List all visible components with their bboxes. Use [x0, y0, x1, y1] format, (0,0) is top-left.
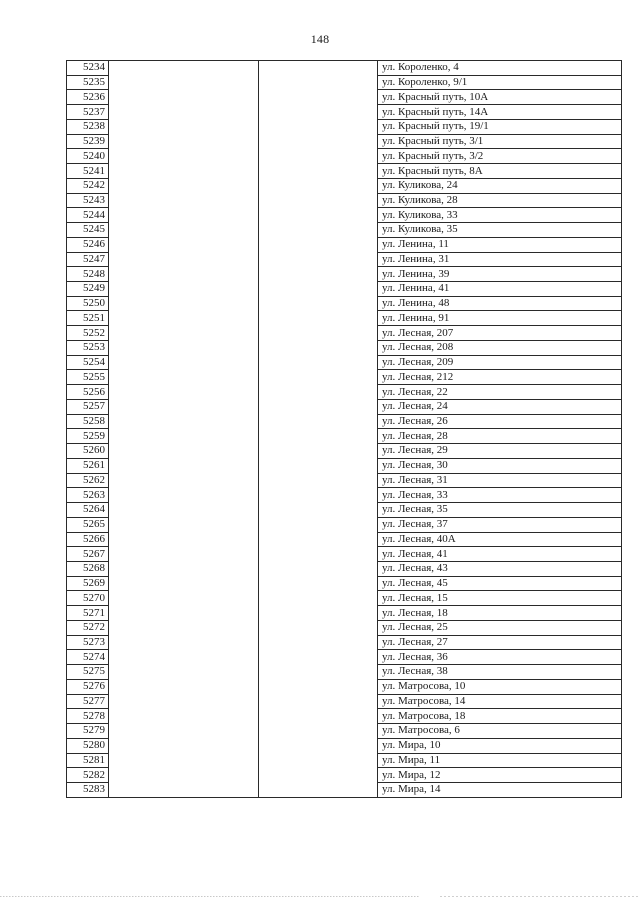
empty-cell	[109, 208, 259, 223]
table-row	[67, 576, 622, 591]
row-number-cell: 5268	[67, 561, 109, 576]
table-row	[67, 296, 622, 311]
address-cell: ул. Лесная, 25	[378, 620, 622, 635]
empty-cell	[259, 385, 378, 400]
row-number-cell: 5240	[67, 149, 109, 164]
row-number-cell: 5244	[67, 208, 109, 223]
empty-cell	[259, 340, 378, 355]
empty-cell	[109, 414, 259, 429]
address-cell: ул. Лесная, 38	[378, 665, 622, 680]
empty-cell	[259, 208, 378, 223]
row-number-cell: 5277	[67, 694, 109, 709]
row-number-cell: 5243	[67, 193, 109, 208]
address-cell: ул. Куликова, 35	[378, 223, 622, 238]
empty-cell	[259, 355, 378, 370]
row-number-cell: 5255	[67, 370, 109, 385]
table-row	[67, 267, 622, 282]
empty-cell	[259, 532, 378, 547]
table-row	[67, 119, 622, 134]
address-cell: ул. Лесная, 212	[378, 370, 622, 385]
empty-cell	[109, 90, 259, 105]
address-cell: ул. Лесная, 43	[378, 561, 622, 576]
row-number-cell: 5273	[67, 635, 109, 650]
address-cell: ул. Лесная, 45	[378, 576, 622, 591]
address-cell: ул. Лесная, 29	[378, 444, 622, 459]
address-cell: ул. Лесная, 33	[378, 488, 622, 503]
table-row	[67, 90, 622, 105]
row-number-cell: 5281	[67, 753, 109, 768]
empty-cell	[109, 679, 259, 694]
row-number-cell: 5258	[67, 414, 109, 429]
row-number-cell: 5256	[67, 385, 109, 400]
empty-cell	[109, 488, 259, 503]
empty-cell	[109, 620, 259, 635]
empty-cell	[109, 149, 259, 164]
row-number-cell: 5257	[67, 399, 109, 414]
row-number-cell: 5264	[67, 503, 109, 518]
table-row	[67, 679, 622, 694]
address-cell: ул. Красный путь, 10А	[378, 90, 622, 105]
empty-cell	[259, 650, 378, 665]
empty-cell	[109, 665, 259, 680]
empty-cell	[259, 193, 378, 208]
table-row	[67, 399, 622, 414]
address-cell: ул. Лесная, 30	[378, 458, 622, 473]
empty-cell	[259, 473, 378, 488]
address-cell: ул. Ленина, 48	[378, 296, 622, 311]
empty-cell	[259, 665, 378, 680]
empty-cell	[259, 282, 378, 297]
row-number-cell: 5239	[67, 134, 109, 149]
row-number-cell: 5250	[67, 296, 109, 311]
table-row	[67, 105, 622, 120]
row-number-cell: 5254	[67, 355, 109, 370]
address-cell: ул. Лесная, 31	[378, 473, 622, 488]
address-cell: ул. Матросова, 6	[378, 724, 622, 739]
address-cell: ул. Красный путь, 3/1	[378, 134, 622, 149]
empty-cell	[109, 768, 259, 783]
row-number-cell: 5241	[67, 164, 109, 179]
empty-cell	[109, 193, 259, 208]
empty-cell	[109, 237, 259, 252]
empty-cell	[259, 591, 378, 606]
address-cell: ул. Красный путь, 19/1	[378, 119, 622, 134]
table-row	[67, 61, 622, 76]
table-row	[67, 252, 622, 267]
address-cell: ул. Лесная, 18	[378, 606, 622, 621]
empty-cell	[109, 694, 259, 709]
address-cell: ул. Лесная, 22	[378, 385, 622, 400]
address-cell: ул. Лесная, 207	[378, 326, 622, 341]
row-number-cell: 5262	[67, 473, 109, 488]
empty-cell	[109, 340, 259, 355]
empty-cell	[259, 576, 378, 591]
table-row	[67, 591, 622, 606]
table-row	[67, 355, 622, 370]
address-table	[66, 60, 622, 798]
empty-cell	[109, 296, 259, 311]
address-cell: ул. Мира, 12	[378, 768, 622, 783]
empty-cell	[259, 724, 378, 739]
scan-artifact-line-right	[440, 896, 640, 897]
empty-cell	[259, 753, 378, 768]
row-number-cell: 5260	[67, 444, 109, 459]
empty-cell	[259, 149, 378, 164]
row-number-cell: 5278	[67, 709, 109, 724]
row-number-cell: 5263	[67, 488, 109, 503]
table-row	[67, 429, 622, 444]
empty-cell	[259, 223, 378, 238]
empty-cell	[259, 768, 378, 783]
page-number: 148	[310, 32, 330, 46]
empty-cell	[259, 75, 378, 90]
empty-cell	[259, 620, 378, 635]
address-cell: ул. Ленина, 41	[378, 282, 622, 297]
table-row	[67, 193, 622, 208]
address-cell: ул. Ленина, 39	[378, 267, 622, 282]
table-row	[67, 561, 622, 576]
empty-cell	[109, 164, 259, 179]
empty-cell	[109, 355, 259, 370]
empty-cell	[109, 75, 259, 90]
row-number-cell: 5246	[67, 237, 109, 252]
row-number-cell: 5272	[67, 620, 109, 635]
empty-cell	[109, 635, 259, 650]
table-row	[67, 75, 622, 90]
empty-cell	[109, 503, 259, 518]
empty-cell	[259, 488, 378, 503]
address-cell: ул. Красный путь, 14А	[378, 105, 622, 120]
row-number-cell: 5247	[67, 252, 109, 267]
table-row	[67, 547, 622, 562]
table-row	[67, 178, 622, 193]
table-row	[67, 326, 622, 341]
empty-cell	[259, 561, 378, 576]
row-number-cell: 5269	[67, 576, 109, 591]
row-number-cell: 5259	[67, 429, 109, 444]
address-cell: ул. Ленина, 31	[378, 252, 622, 267]
row-number-cell: 5238	[67, 119, 109, 134]
table-row	[67, 385, 622, 400]
empty-cell	[109, 134, 259, 149]
empty-cell	[109, 782, 259, 797]
empty-cell	[109, 178, 259, 193]
empty-cell	[109, 458, 259, 473]
address-cell: ул. Лесная, 26	[378, 414, 622, 429]
row-number-cell: 5237	[67, 105, 109, 120]
table-row	[67, 503, 622, 518]
empty-cell	[259, 458, 378, 473]
row-number-cell: 5282	[67, 768, 109, 783]
row-number-cell: 5248	[67, 267, 109, 282]
row-number-cell: 5266	[67, 532, 109, 547]
table-row	[67, 694, 622, 709]
address-cell: ул. Ленина, 91	[378, 311, 622, 326]
empty-cell	[259, 429, 378, 444]
table-row	[67, 488, 622, 503]
empty-cell	[109, 709, 259, 724]
empty-cell	[259, 237, 378, 252]
address-cell: ул. Матросова, 14	[378, 694, 622, 709]
empty-cell	[259, 709, 378, 724]
row-number-cell: 5245	[67, 223, 109, 238]
table-row	[67, 458, 622, 473]
empty-cell	[109, 547, 259, 562]
table-row	[67, 149, 622, 164]
table-row	[67, 223, 622, 238]
empty-cell	[259, 444, 378, 459]
table-row	[67, 444, 622, 459]
empty-cell	[259, 61, 378, 76]
address-table-body	[67, 61, 622, 798]
table-row	[67, 650, 622, 665]
empty-cell	[109, 724, 259, 739]
address-cell: ул. Матросова, 10	[378, 679, 622, 694]
address-cell: ул. Лесная, 40А	[378, 532, 622, 547]
empty-cell	[109, 252, 259, 267]
empty-cell	[109, 267, 259, 282]
empty-cell	[259, 178, 378, 193]
table-row	[67, 620, 622, 635]
address-cell: ул. Матросова, 18	[378, 709, 622, 724]
table-row	[67, 414, 622, 429]
address-cell: ул. Мира, 10	[378, 738, 622, 753]
empty-cell	[109, 606, 259, 621]
address-cell: ул. Куликова, 28	[378, 193, 622, 208]
table-row	[67, 311, 622, 326]
address-cell: ул. Мира, 14	[378, 782, 622, 797]
row-number-cell: 5261	[67, 458, 109, 473]
address-cell: ул. Короленко, 9/1	[378, 75, 622, 90]
table-row	[67, 768, 622, 783]
table-row	[67, 473, 622, 488]
empty-cell	[259, 635, 378, 650]
empty-cell	[259, 90, 378, 105]
empty-cell	[109, 61, 259, 76]
empty-cell	[259, 738, 378, 753]
table-row	[67, 606, 622, 621]
empty-cell	[259, 679, 378, 694]
row-number-cell: 5271	[67, 606, 109, 621]
empty-cell	[109, 517, 259, 532]
row-number-cell: 5252	[67, 326, 109, 341]
address-cell: ул. Лесная, 37	[378, 517, 622, 532]
table-row	[67, 635, 622, 650]
empty-cell	[259, 252, 378, 267]
empty-cell	[109, 326, 259, 341]
table-row	[67, 665, 622, 680]
row-number-cell: 5234	[67, 61, 109, 76]
table-row	[67, 134, 622, 149]
empty-cell	[109, 532, 259, 547]
table-row	[67, 164, 622, 179]
empty-cell	[109, 561, 259, 576]
address-cell: ул. Лесная, 41	[378, 547, 622, 562]
address-cell: ул. Лесная, 15	[378, 591, 622, 606]
row-number-cell: 5275	[67, 665, 109, 680]
row-number-cell: 5279	[67, 724, 109, 739]
table-row	[67, 724, 622, 739]
address-cell: ул. Лесная, 35	[378, 503, 622, 518]
empty-cell	[259, 503, 378, 518]
table-row	[67, 340, 622, 355]
empty-cell	[109, 399, 259, 414]
table-row	[67, 709, 622, 724]
table-row	[67, 782, 622, 797]
empty-cell	[109, 105, 259, 120]
empty-cell	[109, 311, 259, 326]
empty-cell	[259, 164, 378, 179]
empty-cell	[109, 119, 259, 134]
row-number-cell: 5283	[67, 782, 109, 797]
row-number-cell: 5251	[67, 311, 109, 326]
table-row	[67, 208, 622, 223]
empty-cell	[259, 326, 378, 341]
empty-cell	[259, 606, 378, 621]
row-number-cell: 5270	[67, 591, 109, 606]
table-row	[67, 282, 622, 297]
row-number-cell: 5253	[67, 340, 109, 355]
row-number-cell: 5236	[67, 90, 109, 105]
row-number-cell: 5265	[67, 517, 109, 532]
empty-cell	[109, 738, 259, 753]
row-number-cell: 5276	[67, 679, 109, 694]
empty-cell	[259, 370, 378, 385]
empty-cell	[109, 223, 259, 238]
empty-cell	[109, 576, 259, 591]
table-row	[67, 370, 622, 385]
address-cell: ул. Лесная, 208	[378, 340, 622, 355]
empty-cell	[109, 429, 259, 444]
address-cell: ул. Лесная, 28	[378, 429, 622, 444]
row-number-cell: 5267	[67, 547, 109, 562]
empty-cell	[259, 782, 378, 797]
address-cell: ул. Куликова, 24	[378, 178, 622, 193]
empty-cell	[259, 311, 378, 326]
scan-artifact-line	[0, 896, 420, 897]
empty-cell	[109, 650, 259, 665]
empty-cell	[109, 753, 259, 768]
empty-cell	[259, 547, 378, 562]
table-row	[67, 237, 622, 252]
address-cell: ул. Красный путь, 8А	[378, 164, 622, 179]
empty-cell	[259, 296, 378, 311]
empty-cell	[259, 517, 378, 532]
empty-cell	[109, 370, 259, 385]
empty-cell	[109, 473, 259, 488]
address-cell: ул. Лесная, 27	[378, 635, 622, 650]
address-cell: ул. Мира, 11	[378, 753, 622, 768]
address-cell: ул. Лесная, 209	[378, 355, 622, 370]
table-row	[67, 753, 622, 768]
empty-cell	[259, 694, 378, 709]
row-number-cell: 5242	[67, 178, 109, 193]
empty-cell	[109, 444, 259, 459]
empty-cell	[109, 591, 259, 606]
empty-cell	[259, 105, 378, 120]
table-row	[67, 738, 622, 753]
empty-cell	[259, 134, 378, 149]
empty-cell	[259, 399, 378, 414]
row-number-cell: 5249	[67, 282, 109, 297]
address-cell: ул. Лесная, 24	[378, 399, 622, 414]
empty-cell	[259, 119, 378, 134]
table-row	[67, 517, 622, 532]
row-number-cell: 5274	[67, 650, 109, 665]
address-cell: ул. Короленко, 4	[378, 61, 622, 76]
empty-cell	[109, 385, 259, 400]
empty-cell	[259, 414, 378, 429]
row-number-cell: 5235	[67, 75, 109, 90]
address-cell: ул. Куликова, 33	[378, 208, 622, 223]
address-cell: ул. Ленина, 11	[378, 237, 622, 252]
address-cell: ул. Красный путь, 3/2	[378, 149, 622, 164]
row-number-cell: 5280	[67, 738, 109, 753]
table-row	[67, 532, 622, 547]
address-cell: ул. Лесная, 36	[378, 650, 622, 665]
empty-cell	[259, 267, 378, 282]
empty-cell	[109, 282, 259, 297]
